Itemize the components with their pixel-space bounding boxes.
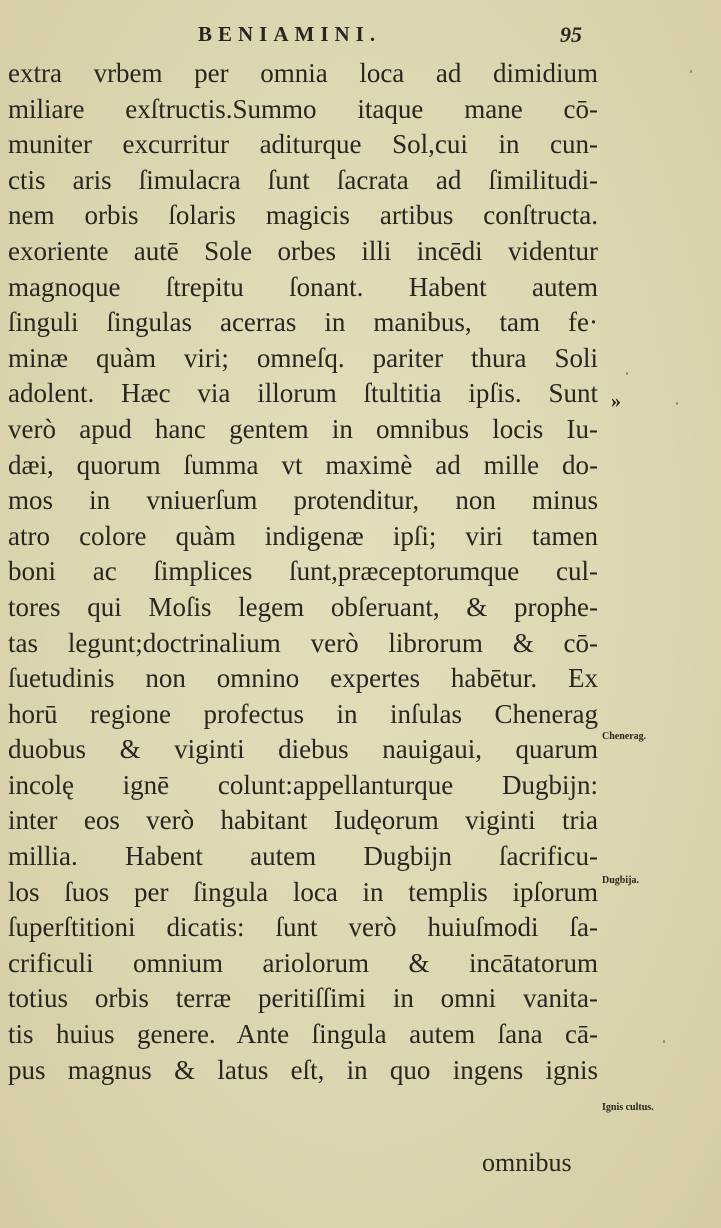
text-line: boni ac ſimplices ſunt,præceptorumque cul- bbox=[8, 556, 598, 587]
text-line: miliare exſtructis.Summo itaque mane cō- bbox=[8, 93, 598, 124]
text-line: tores qui Moſis legem obſeruant, & prophe- bbox=[8, 591, 598, 622]
text-line: exoriente autē Sole orbes illi incēdi videntur bbox=[8, 235, 598, 266]
text-line: ſinguli ſingulas acerras in manibus, tam fe· bbox=[8, 307, 598, 338]
text-line: dæi, quorum ſumma vt maximè ad mille do- bbox=[8, 449, 598, 480]
text-line: atro colore quàm indigenæ ipſi; viri tamen bbox=[8, 520, 598, 551]
text-line: mos in vniuerſum protenditur, non minus bbox=[8, 485, 598, 516]
text-line: pus magnus & latus eſt, in quo ingens ignis bbox=[8, 1054, 598, 1085]
text-line: duobus & viginti diebus nauigaui, quarum bbox=[8, 734, 598, 765]
text-line: magnoque ſtrepitu ſonant. Habent autem bbox=[8, 271, 598, 302]
running-title: BENIAMINI. bbox=[198, 22, 382, 46]
marginal-quote-mark: » bbox=[611, 390, 621, 412]
page-number: 95 bbox=[560, 22, 582, 47]
text-line: ctis aris ſimulacra ſunt ſacrata ad ſimilitudi- bbox=[8, 164, 598, 195]
text-line: ſuperſtitioni dicatis: ſunt verò huiuſmodi ſa- bbox=[8, 912, 598, 943]
text-line: los ſuos per ſingula loca in templis ipſorum bbox=[8, 876, 598, 907]
text-line: adolent. Hæc via illorum ſtultitia ipſis. Sunt bbox=[8, 378, 598, 409]
body-text bbox=[8, 56, 598, 1088]
catchword: omnibus bbox=[482, 1148, 572, 1177]
text-line: ſuetudinis non omnino expertes habētur. Ex bbox=[8, 663, 598, 694]
text-line: extra vrbem per omnia loca ad dimidium bbox=[8, 58, 598, 88]
text-line: crificuli omnium ariolorum & incātatorum bbox=[8, 947, 598, 978]
text-line: millia. Habent autem Dugbijn ſacrificu- bbox=[8, 841, 598, 872]
marginal-note-ignis-cultus: Ignis cultus. bbox=[602, 1102, 654, 1113]
text-line: nem orbis ſolaris magicis artibus conſtructa. bbox=[8, 200, 598, 231]
text-line: tis huius genere. Ante ſingula autem ſana cā- bbox=[8, 1019, 598, 1050]
paper-speck bbox=[663, 1040, 665, 1043]
text-line: incolę ignē colunt:appellanturque Dugbijn: bbox=[8, 769, 598, 800]
marginal-note-cheneragh: Chenerag. bbox=[602, 731, 647, 742]
text-line: verò apud hanc gentem in omnibus locis Iu- bbox=[8, 413, 598, 444]
text-line: totius orbis terræ peritiſſimi in omni vanita- bbox=[8, 983, 598, 1014]
text-line: tas legunt;doctrinalium verò librorum & cō- bbox=[8, 627, 598, 658]
marginal-note-dugbija: Dugbija. bbox=[602, 875, 639, 886]
text-line: horū regione profectus in inſulas Chenerag bbox=[8, 698, 598, 729]
paper-speck bbox=[690, 70, 692, 73]
text-line: minæ quàm viri; omneſq. pariter thura Soli bbox=[8, 342, 598, 373]
text-line: inter eos verò habitant Iudęorum viginti tria bbox=[8, 805, 598, 836]
paper-speck bbox=[676, 402, 678, 405]
running-head bbox=[0, 22, 721, 52]
paper-speck bbox=[626, 372, 628, 375]
text-line: muniter excurritur aditurque Sol,cui in cun- bbox=[8, 129, 598, 160]
